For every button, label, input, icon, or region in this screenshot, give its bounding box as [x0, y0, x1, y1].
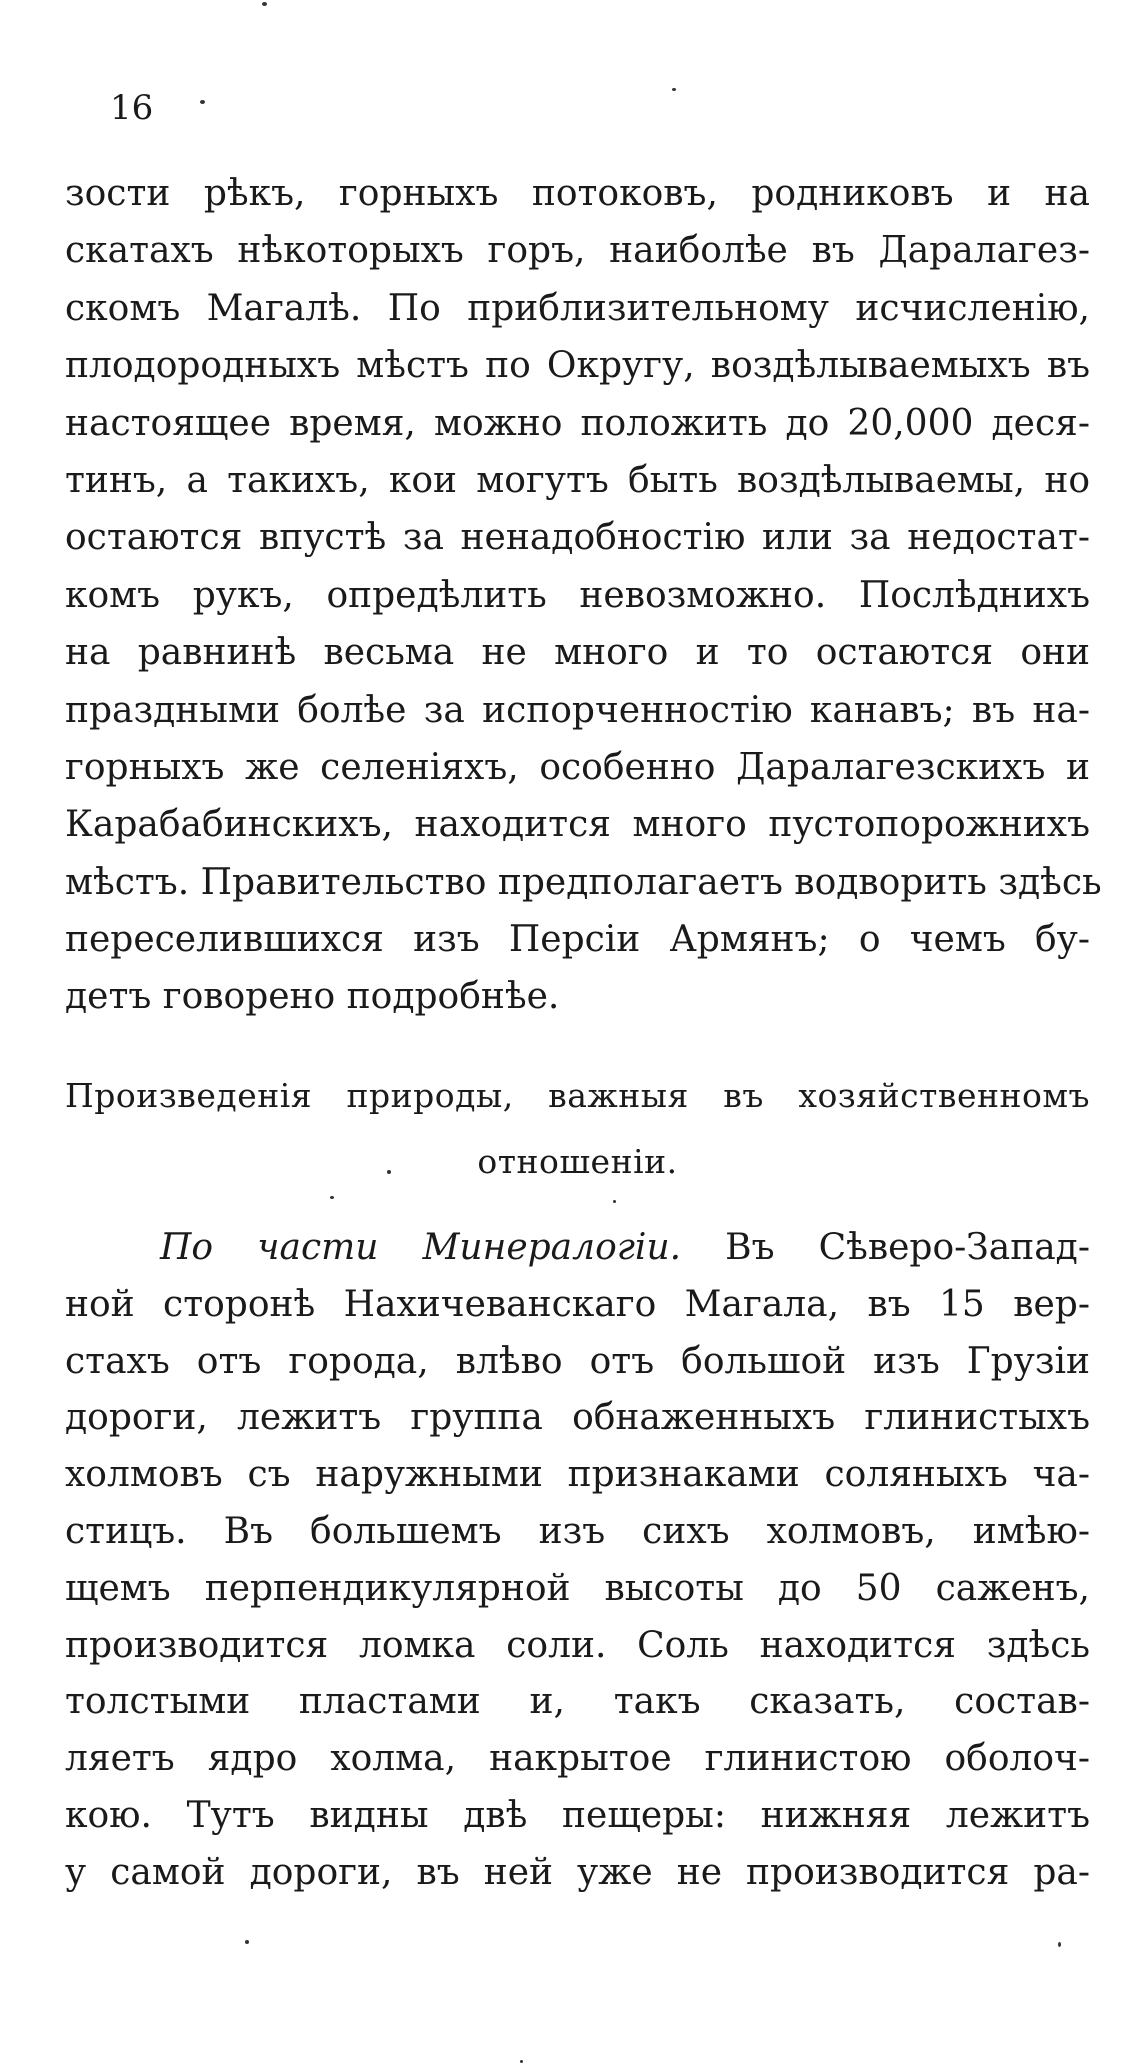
print-speck: [330, 1196, 334, 1199]
print-speck: [200, 100, 205, 104]
print-speck: [245, 1940, 249, 1944]
section-heading: Произведенія природы, важныя въ хозяйственномъ: [65, 1076, 1090, 1115]
text-line: на равнинѣ весьма не много и то остаются они: [65, 632, 1090, 674]
text-line: тинъ, а такихъ, кои могутъ быть воздѣлываемы, но: [65, 459, 1090, 501]
text-line: переселившихся изъ Персіи Армянъ; о чемъ бу-: [65, 919, 1090, 961]
text-line: ной сторонѣ Нахичеванскаго Магала, въ 15 вер-: [65, 1283, 1090, 1325]
text-line: [65, 1220, 1090, 1277]
text-line: стахъ отъ города, влѣво отъ большой изъ Грузіи: [65, 1340, 1090, 1382]
text-line: кою. Тутъ видны двѣ пещеры: нижняя лежитъ: [65, 1794, 1090, 1836]
text-fragment: Въ Сѣверо-Запад-: [681, 1227, 1090, 1268]
text-line: праздными болѣе за испорченностію канавъ; въ на-: [65, 689, 1090, 731]
print-speck: [672, 88, 676, 91]
text-line: толстыми пластами и, такъ сказать, состав-: [65, 1681, 1090, 1723]
text-line: производится ломка соли. Соль находится здѣсь: [65, 1624, 1090, 1666]
text-line: зости рѣкъ, горныхъ потоковъ, родниковъ и на: [65, 173, 1090, 214]
text-line: у самой дороги, въ ней уже не производится ра-: [65, 1851, 1090, 1893]
text-line: стицъ. Въ большемъ изъ сихъ холмовъ, имѣю-: [65, 1510, 1090, 1552]
print-speck: [1058, 1942, 1061, 1947]
text-line: скатахъ нѣкоторыхъ горъ, наиболѣе въ Даралагез-: [65, 230, 1090, 272]
text-line: дороги, лежитъ группа обнаженныхъ глинистыхъ: [65, 1397, 1090, 1439]
text-line: мѣстъ. Правительство предполагаетъ водворить здѣсь: [65, 861, 1102, 903]
text-line: комъ рукъ, опредѣлить невозможно. Послѣднихъ: [65, 574, 1090, 616]
paragraph-mineralogy: [65, 1220, 1090, 1902]
text-line: Карабабинскихъ, находится много пустопорожнихъ: [65, 804, 1090, 846]
text-line: ляетъ ядро холма, накрытое глинистою оболоч-: [65, 1738, 1090, 1780]
paragraph-land-cultivation: [65, 165, 1102, 1026]
section-heading-continuation: отношеніи.: [477, 1142, 678, 1181]
italic-lead: По части Минералогіи.: [160, 1227, 682, 1268]
text-line: горныхъ же селеніяхъ, особенно Даралагезскихъ и: [65, 746, 1090, 788]
text-line: детъ говорено подробнѣе.: [65, 976, 560, 1018]
text-line: остаются впустѣ за ненадобностію или за недостат-: [65, 517, 1090, 559]
text-line: щемъ перпендикулярной высоты до 50 саженъ,: [65, 1567, 1090, 1609]
print-speck: [387, 1170, 391, 1174]
print-speck: [613, 1200, 616, 1203]
text-line: настоящее время, можно положить до 20,000 деся-: [65, 402, 1090, 444]
text-line: холмовъ съ наружными признаками соляныхъ ча-: [65, 1454, 1090, 1496]
print-speck: [262, 2, 267, 6]
text-line: плодородныхъ мѣстъ по Округу, воздѣлываемыхъ въ: [65, 345, 1090, 387]
page-number: 16: [110, 88, 154, 128]
text-line: скомъ Магалѣ. По приблизительному исчисленію,: [65, 287, 1090, 329]
print-speck: [520, 2060, 523, 2063]
